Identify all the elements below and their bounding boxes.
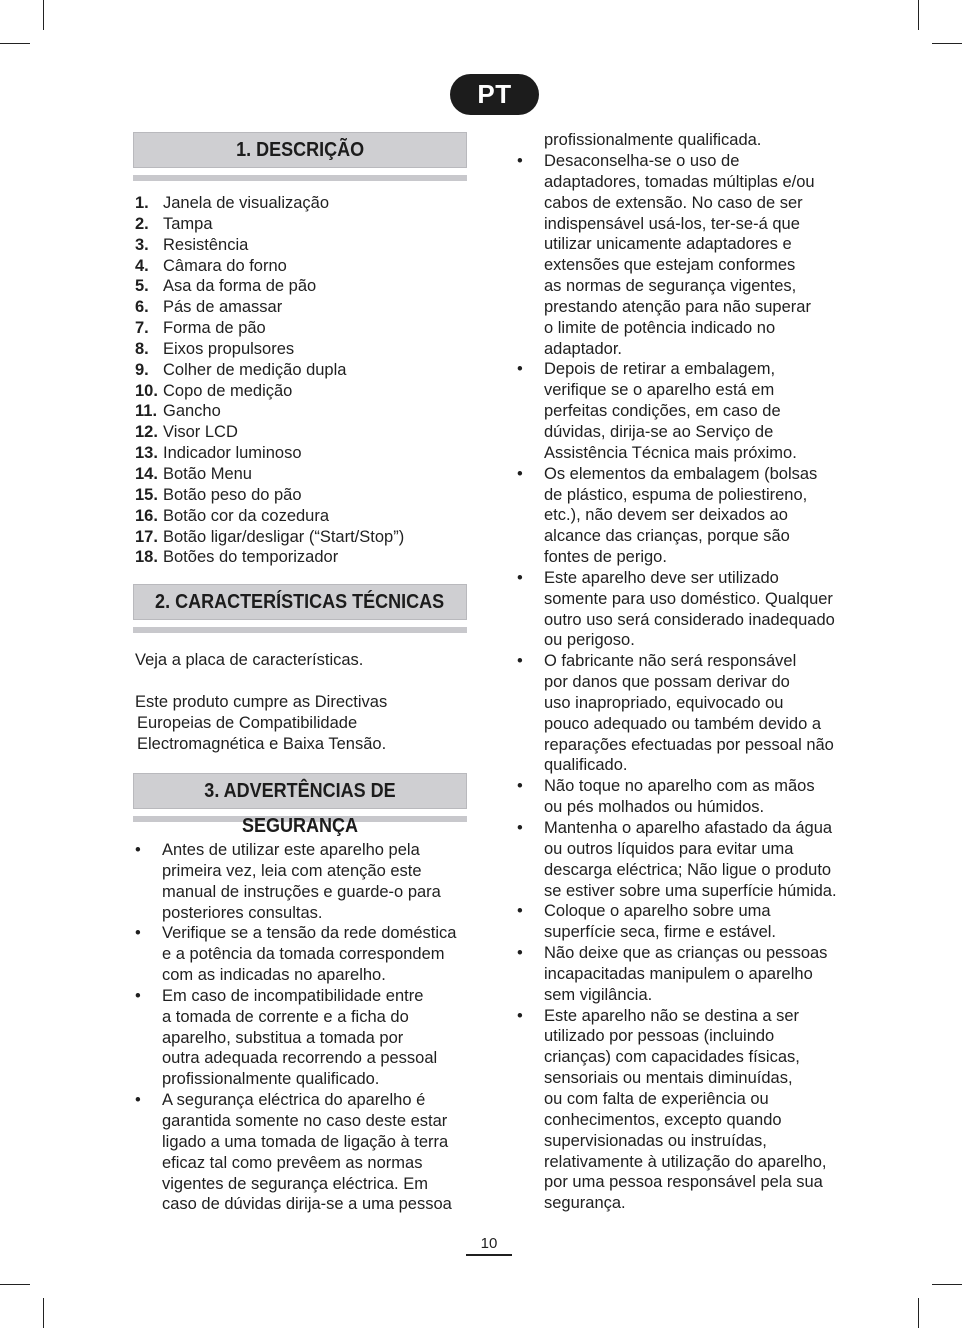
list-item [135,840,475,923]
list-item [135,485,404,506]
item-number: 9. [135,360,149,379]
warning-text: A segurança eléctrica do aparelho é garantida somente no caso deste estar ligado a uma tomada de ligação à terra eficaz tal como prevêem as normas vigentes de segurança eléctrica. Em caso de dúvidas dirija-se a uma pessoa [162,1091,452,1214]
bullet-icon: • [517,568,523,587]
section-header-advertencias [133,773,467,837]
item-number: 10. [135,381,158,400]
item-number: 14. [135,464,158,483]
list-item [135,297,404,318]
item-number: 5. [135,277,149,296]
list-item [517,651,862,776]
crop-mark [0,43,30,44]
section-title: 1. DESCRIÇÃO [235,139,365,161]
compliance-line-2: Europeias de Compatibilidade [137,714,358,732]
item-label: Visor LCD [163,423,238,442]
bullet-icon: • [135,841,141,859]
warning-text: Coloque o aparelho sobre uma superfície seca, firme e estável. [544,902,777,942]
page-number: 10 [466,1235,512,1256]
item-label: Câmara do forno [163,256,287,275]
list-item [517,943,862,1006]
bullet-icon: • [135,986,141,1005]
list-item [135,214,404,235]
item-number: 11. [135,402,158,421]
list-item [135,986,475,1090]
section-rule [133,175,467,181]
item-label: Botão Menu [163,464,252,483]
item-number: 1. [135,194,149,212]
list-item [135,276,404,297]
list-item [135,339,404,360]
item-label: Forma de pão [163,319,266,338]
warning-text: Depois de retirar a embalagem, verifique se o aparelho está em perfeitas condições, em caso de dúvidas, dirija-se ao Serviço de Assistência Técnica mais próximo. [544,360,797,462]
crop-mark [43,1298,44,1328]
list-item [135,923,475,986]
warning-text: Em caso de incompatibilidade entre a tomada de corrente e a ficha do aparelho, substitua a tomada por outra adequada recorrendo a pessoal profissionalmente qualificado. [162,986,438,1089]
safety-warnings-column-1 [135,840,475,1215]
section-header-caracteristicas [133,584,467,633]
item-number: 13. [135,444,158,463]
compliance-line-3: Electromagnética e Baixa Tensão. [137,735,387,753]
warning-text: Mantenha o aparelho afastado da água ou outros líquidos para evitar uma descarga eléctrica; Não ligue o produto se estiver sobre uma superfície húmida. [544,819,837,900]
item-number: 7. [135,319,149,338]
item-label: Eixos propulsores [163,339,295,358]
section-header-descricao [133,132,467,181]
list-item [135,235,404,256]
list-item [135,506,404,527]
warning-text: Verifique se a tensão da rede doméstica e a potência da tomada correspondem com as indicadas no aparelho. [162,924,457,985]
item-label: Pás de amassar [163,298,283,317]
warning-text: Não deixe que as crianças ou pessoas incapacitadas manipulem o aparelho sem vigilância. [544,944,828,1004]
bullet-icon: • [517,944,523,963]
item-label: Gancho [163,402,221,421]
item-number: 4. [135,256,149,275]
item-label: Colher de medição dupla [163,360,347,379]
crop-mark [43,0,44,30]
item-label: Botão cor da cozedura [163,506,330,525]
list-item [517,568,862,651]
item-label: Resistência [163,235,249,254]
item-number: 12. [135,423,158,442]
warning-text: Desaconselha-se o uso de adaptadores, tomadas múltiplas e/ou cabos de extensão. No caso de ser indispensável usá-los, ter-se-á que utilizar unicamente adaptadores e extensões que estejam conformes as normas de segurança vigentes, prestando atenção para não superar o limite de potência indicado no adaptador. [544,152,815,358]
item-number: 15. [135,485,158,504]
list-item [135,443,404,464]
list-item [517,776,862,818]
bullet-icon: • [517,819,523,837]
list-item [135,360,404,381]
bullet-icon: • [517,464,523,483]
list-item [135,401,404,422]
item-number: 8. [135,339,149,358]
list-item [135,256,404,277]
crop-mark [932,1284,962,1285]
rating-plate-note: Veja a placa de características. [135,651,364,669]
warning-text: Este aparelho deve ser utilizado somente para uso doméstico. Qualquer outro uso será considerado inadequado ou perigoso. [544,568,835,650]
bullet-icon: • [135,1091,141,1110]
item-label: Copo de medição [163,381,293,400]
item-number: 16. [135,506,158,525]
list-item [135,527,404,548]
bullet-icon: • [135,924,141,943]
list-item [517,464,862,568]
item-label: Botão peso do pão [163,485,302,504]
list-item [517,901,862,943]
compliance-line-1: Este produto cumpre as Directivas [135,693,388,711]
bullet-icon: • [517,152,523,170]
item-number: 18. [135,548,158,567]
warning-text: Antes de utilizar este aparelho pela primeira vez, leia com atenção este manual de instruções e guarde-o para posteriores consultas. [162,841,441,922]
list-item [135,318,404,339]
list-item [135,547,404,568]
item-label: Asa da forma de pão [163,277,317,296]
list-item [517,151,862,359]
warning-text: Este aparelho não se destina a ser utilizado por pessoas (incluindo crianças) com capacidades físicas, sensoriais ou mentais diminuídas, ou com falta de experiência ou conhecimentos, excepto quando supervisionadas ou instruídas, relativamente à utilização do aparelho, por uma pessoa responsável pela sua segurança. [544,1006,827,1213]
safety-warnings-column-2 [517,151,862,1214]
crop-mark [0,1284,30,1285]
list-item [135,193,404,214]
bullet-icon: • [517,360,523,379]
crop-mark [918,1298,919,1328]
item-label: Botão ligar/desligar (“Start/Stop”) [163,527,405,546]
crop-mark [918,0,919,30]
list-item [135,422,404,443]
bullet-icon: • [517,652,523,671]
item-number: 6. [135,298,149,317]
warning-text: Os elementos da embalagem (bolsas de plástico, espuma de poliestireno, etc.), não devem ser deixados ao alcance das crianças, porque são fontes de perigo. [544,464,818,567]
list-item [135,1090,475,1215]
item-number: 3. [135,235,149,254]
parts-list [135,193,404,568]
item-label: Botões do temporizador [163,548,339,567]
list-item [135,464,404,485]
section-rule [133,627,467,633]
language-badge: PT [450,74,539,115]
list-item [517,359,862,463]
bullet-icon: • [517,777,523,796]
item-label: Tampa [163,214,213,233]
item-label: Janela de visualização [163,194,330,212]
warning-continuation: profissionalmente qualificada. [544,131,762,149]
section-title: 2. CARACTERÍSTICAS TÉCNICAS [155,591,445,613]
warning-text: O fabricante não será responsável por danos que possam derivar do uso inapropriado, equivocado ou pouco adequado ou também devido a reparações efectuadas por pessoal não qualificado. [544,652,834,775]
item-label: Indicador luminoso [163,444,302,463]
item-number: 2. [135,214,149,233]
bullet-icon: • [517,902,523,921]
list-item [517,1006,862,1214]
section-title: 3. ADVERTÊNCIAS DE SEGURANÇA [204,780,396,837]
list-item [135,381,404,402]
crop-mark [932,43,962,44]
item-number: 17. [135,527,158,546]
bullet-icon: • [517,1006,523,1025]
warning-text: Não toque no aparelho com as mãos ou pés molhados ou húmidos. [544,777,815,817]
list-item [517,818,862,901]
